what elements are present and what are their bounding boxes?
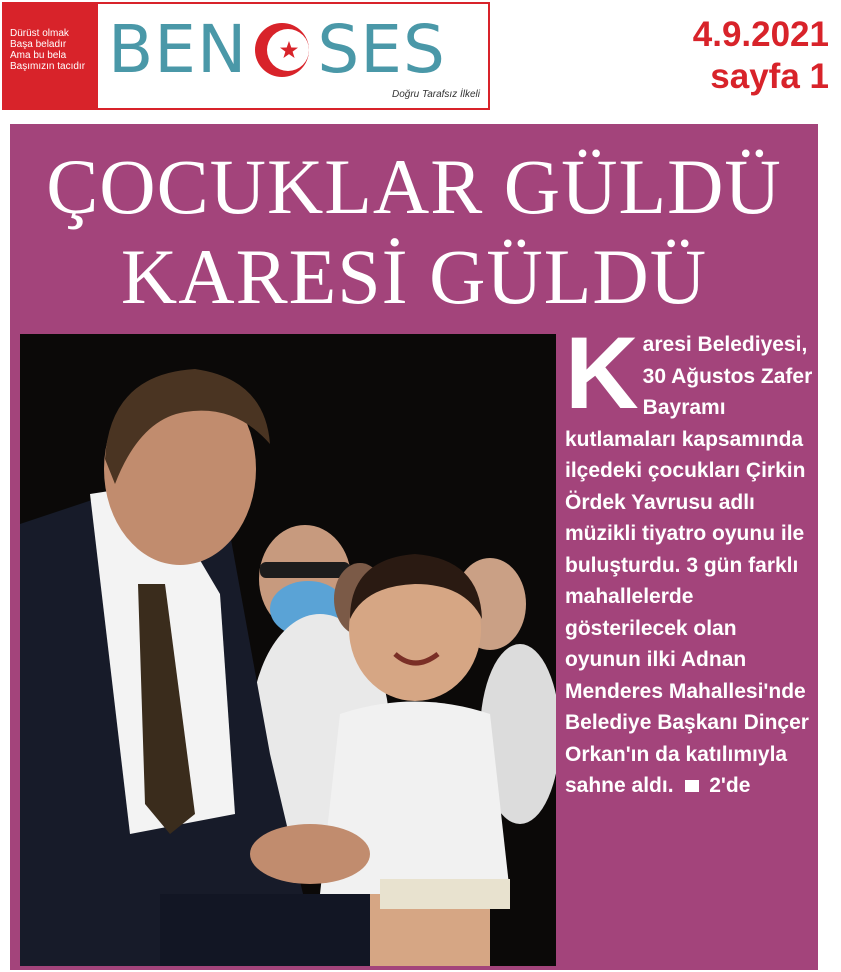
logo-text-left: BEN xyxy=(108,11,248,88)
crescent-star-icon xyxy=(249,17,315,83)
article-body xyxy=(565,316,815,802)
drop-cap: K xyxy=(565,316,639,430)
tagline-line-4: Başımızın tacıdır xyxy=(10,61,86,72)
tagline-line-2: Başa beladır xyxy=(10,39,67,50)
masthead-slogan: Doğru Tarafsız İlkeli xyxy=(392,89,480,100)
headline-line-1: ÇOCUKLAR GÜLDÜ xyxy=(46,143,782,230)
issue-info xyxy=(693,14,829,98)
page-number: sayfa 1 xyxy=(710,57,829,96)
news-article xyxy=(10,124,818,970)
continued-on-page: 2'de xyxy=(709,774,751,797)
tagline-line-3: Ama bu bela xyxy=(10,50,67,61)
article-headline xyxy=(10,142,818,322)
masthead xyxy=(2,2,490,110)
article-body-text: aresi Belediyesi, 30 Ağustos Zafer Bayramı kutlamaları kapsamında ilçedeki çocukları Çirkin Ördek Yavrusu adlı müzikli tiyatro oyunu ile buluşturdu. 3 gün farklı mahallelerde gösterilecek olan oyunun ilki Adnan Menderes Mahallesi'nde Belediye Başkanı Dinçer Orkan'ın da katılımıyla sahne aldı. xyxy=(565,333,813,797)
article-photo xyxy=(20,334,556,966)
masthead-tagline-box xyxy=(4,4,98,108)
headline-line-2: KARESİ GÜLDÜ xyxy=(120,233,708,320)
issue-date: 4.9.2021 xyxy=(692,15,829,54)
newspaper-logo xyxy=(108,11,446,88)
event-photo-illustration xyxy=(20,334,556,966)
logo-text-right: SES xyxy=(317,11,446,88)
tagline-line-1: Dürüst olmak xyxy=(10,28,69,39)
continued-marker-icon xyxy=(685,780,699,792)
